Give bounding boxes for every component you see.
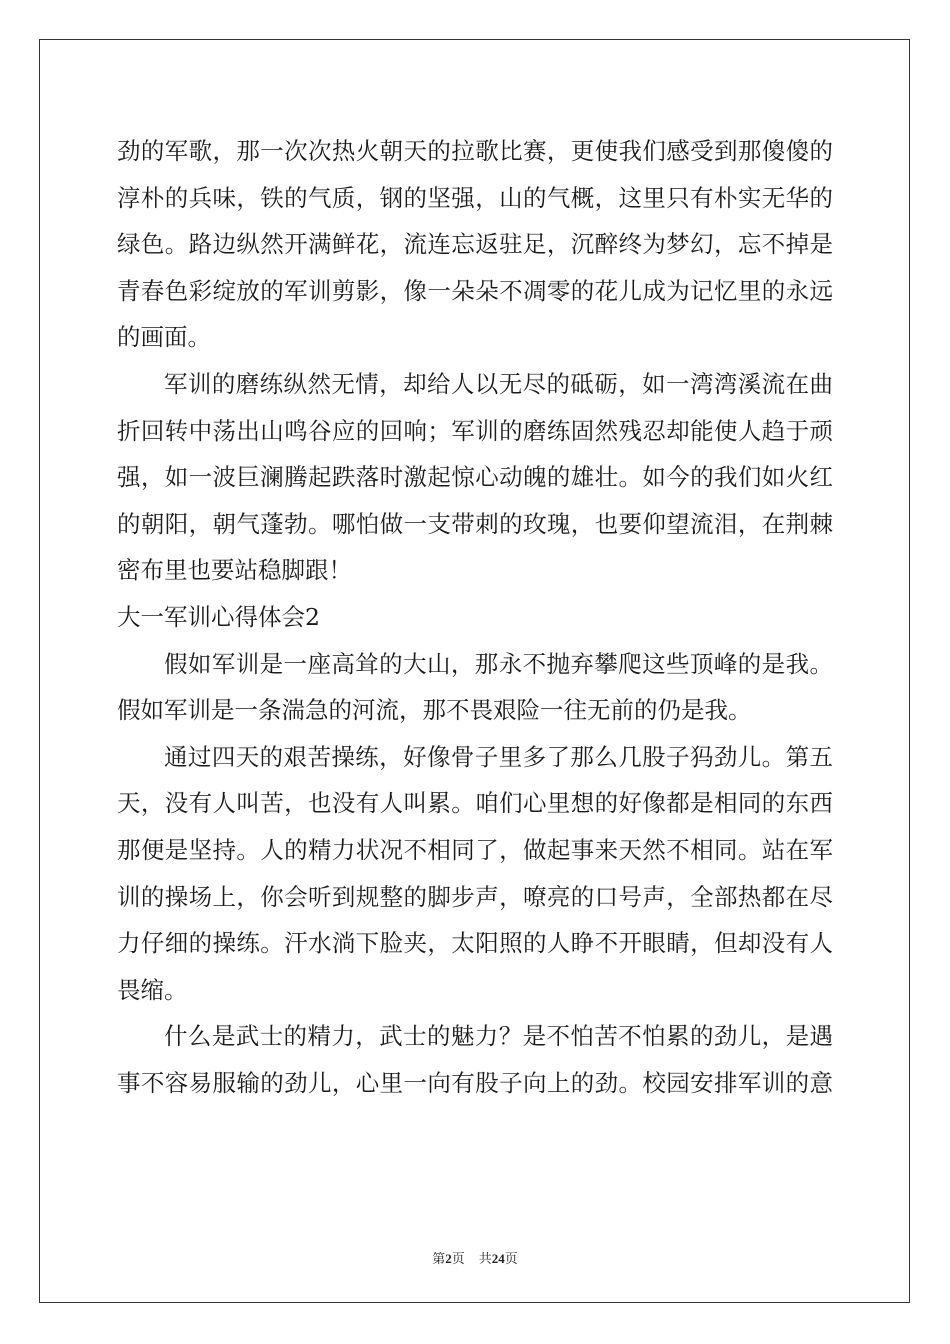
paragraph-first-line: 通过四天的艰苦操练，好像骨子里多了那么几股子犸劲儿。第五 (164, 742, 833, 771)
text-line: 力仔细的操练。汗水淌下脸夹，太阳照的人睁不开眼睛，但却没有人 (117, 929, 833, 958)
section-heading: 大一军训心得体会2 (117, 602, 320, 631)
paragraph-first-line: 军训的磨练纵然无情，却给人以无尽的砥砺，如一湾湾溪流在曲 (164, 369, 833, 398)
page-number: 2 (445, 1251, 452, 1266)
text-line: 淳朴的兵味，铁的气质，钢的坚强，山的气概，这里只有朴实无华的 (117, 183, 833, 212)
page-prefix: 第 (432, 1252, 446, 1267)
text-line: 的朝阳，朝气蓬勃。哪怕做一支带刺的玫瑰，也要仰望流泪，在荆棘 (117, 509, 833, 538)
paragraph-first-line: 假如军训是一座高耸的大山，那永不抛弃攀爬这些顶峰的是我。 (164, 649, 833, 678)
page-footer (0, 1248, 950, 1267)
text-line: 绿色。路边纵然开满鲜花，流连忘返驻足，沉醉终为梦幻，忘不掉是 (117, 230, 833, 259)
text-line: 强，如一波巨澜腾起跌落时激起惊心动魄的雄壮。如今的我们如火红 (117, 463, 833, 492)
text-line: 假如军训是一条湍急的河流，那不畏艰险一往无前的仍是我。 (117, 696, 752, 725)
total-suffix: 页 (504, 1252, 518, 1267)
text-line: 青春色彩绽放的军训剪影，像一朵朵不凋零的花儿成为记忆里的永远 (117, 276, 833, 305)
total-prefix: 共 (478, 1252, 492, 1267)
paragraph-first-line: 什么是武士的精力，武士的魅力？是不怕苦不怕累的劲儿，是遇 (164, 1022, 833, 1051)
text-line: 折回转中荡出山鸣谷应的回响；军训的磨练固然残忍却能使人趋于顽 (117, 416, 833, 445)
text-line: 事不容易服输的劲儿，心里一向有股子向上的劲。校园安排军训的意 (117, 1068, 833, 1097)
text-line: 畏缩。 (117, 975, 188, 1004)
text-line: 天，没有人叫苦，也没有人叫累。咱们心里想的好像都是相同的东西 (117, 789, 833, 818)
text-line: 训的操场上，你会听到规整的脚步声，嘹亮的口号声，全部热都在尽 (117, 882, 833, 911)
text-line: 劲的军歌，那一次次热火朝天的拉歌比赛，更使我们感受到那傻傻的 (117, 137, 833, 165)
text-line: 密布里也要站稳脚跟！ (117, 556, 352, 585)
text-line: 那便是坚持。人的精力状况不相同了，做起事来天然不相同。站在军 (117, 835, 833, 864)
text-line: 的画面。 (117, 323, 211, 352)
page-suffix: 页 (451, 1252, 465, 1267)
total-pages: 24 (491, 1251, 505, 1266)
document-body (117, 128, 833, 1106)
